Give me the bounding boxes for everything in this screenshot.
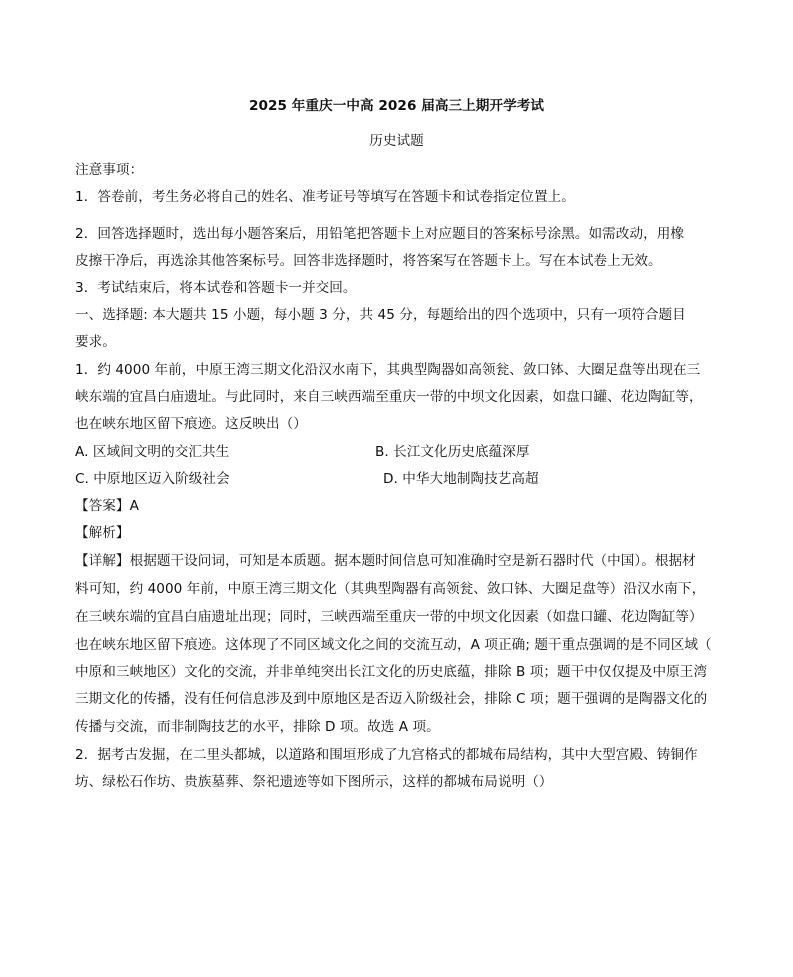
q1-stem-line-1: 1．约 4000 年前，中原王湾三期文化沿汉水南下，其典型陶器如高领瓮、敛口钵、大圈足盘等出现在三 bbox=[75, 362, 701, 378]
section-heading: 一、选择题: 本大题共 15 小题，每小题 3 分，共 45 分，每题给出的四个选项中，只有一项符合题目 bbox=[75, 307, 686, 323]
notice-item-3: 3．考试结束后，将本试卷和答题卡一并交回。 bbox=[75, 280, 357, 296]
notice-item-2-cont: 皮擦干净后，再选涂其他答案标号。回答非选择题时，将答案写在答题卡上。写在本试卷上无效。 bbox=[75, 253, 662, 269]
q1-detail-line-1: 【详解】根据题干设问词，可知是本质题。据本题时间信息可知准确时空是新石器时代（中国）。根据材 bbox=[75, 553, 696, 569]
q1-answer: 【答案】A bbox=[75, 498, 139, 514]
q1-detail-line-5: 中原和三峡地区）文化的交流，并非单纯突出长江文化的历史底蕴，排除 B 项；题干中仅仅提及中原王湾 bbox=[75, 664, 708, 680]
exam-subject: 历史试题 bbox=[369, 133, 424, 149]
section-heading-cont: 要求。 bbox=[75, 334, 116, 350]
q1-option-c: C. 中原地区迈入阶级社会 bbox=[75, 471, 230, 487]
q1-detail-line-2: 料可知，约 4000 年前，中原王湾三期文化（其典型陶器有高领瓮、敛口钵、大圈足盘等）沿汉水南下， bbox=[75, 581, 706, 597]
notice-heading: 注意事项： bbox=[75, 162, 144, 178]
q2-stem-line-2: 坊、绿松石作坊、贵族墓葬、祭祀遗迹等如下图所示，这样的都城布局说明（） bbox=[75, 774, 553, 790]
q1-detail-line-6: 三期文化的传播，没有任何信息涉及到中原地区是否迈入阶级社会，排除 C 项；题干强调的是陶器文化的 bbox=[75, 691, 708, 707]
q1-detail-line-3: 在三峡东端的宜昌白庙遗址出现；同时，三峡西端至重庆一带的中坝文化因素（如盘口罐、花边陶缸等） bbox=[75, 609, 703, 625]
notice-item-1: 1．答卷前，考生务必将自己的姓名、准考证号等填写在答题卡和试卷指定位置上。 bbox=[75, 189, 575, 205]
q1-detail-line-7: 传播与交流，而非制陶技艺的水平，排除 D 项。故选 A 项。 bbox=[75, 719, 440, 735]
q1-analysis-label: 【解析】 bbox=[75, 525, 130, 541]
q1-stem-line-3: 也在峡东地区留下痕迹。这反映出（） bbox=[75, 416, 307, 432]
q1-option-a: A. 区域间文明的交汇共生 bbox=[75, 444, 230, 460]
q1-detail-line-4: 也在峡东地区留下痕迹。这体现了不同区域文化之间的交流互动，A 项正确; 题干重点强调的是不同区域（ bbox=[75, 637, 712, 653]
q1-stem-line-2: 峡东端的宜昌白庙遗址。与此同时，来自三峡西端至重庆一带的中坝文化因素，如盘口罐、花边陶缸等， bbox=[75, 389, 703, 405]
exam-title: 2025 年重庆一中高 2026 届高三上期开学考试 bbox=[248, 98, 545, 114]
notice-item-2: 2．回答选择题时，选出每小题答案后，用铅笔把答题卡上对应题目的答案标号涂黑。如需改动，用橡 bbox=[75, 226, 685, 242]
q1-option-d: D. 中华大地制陶技艺高超 bbox=[383, 471, 539, 487]
q1-option-b: B. 长江文化历史底蕴深厚 bbox=[375, 444, 530, 460]
q2-stem-line-1: 2．据考古发掘，在二里头都城，以道路和围垣形成了九宫格式的都城布局结构，其中大型宫殿、铸铜作 bbox=[75, 747, 698, 763]
